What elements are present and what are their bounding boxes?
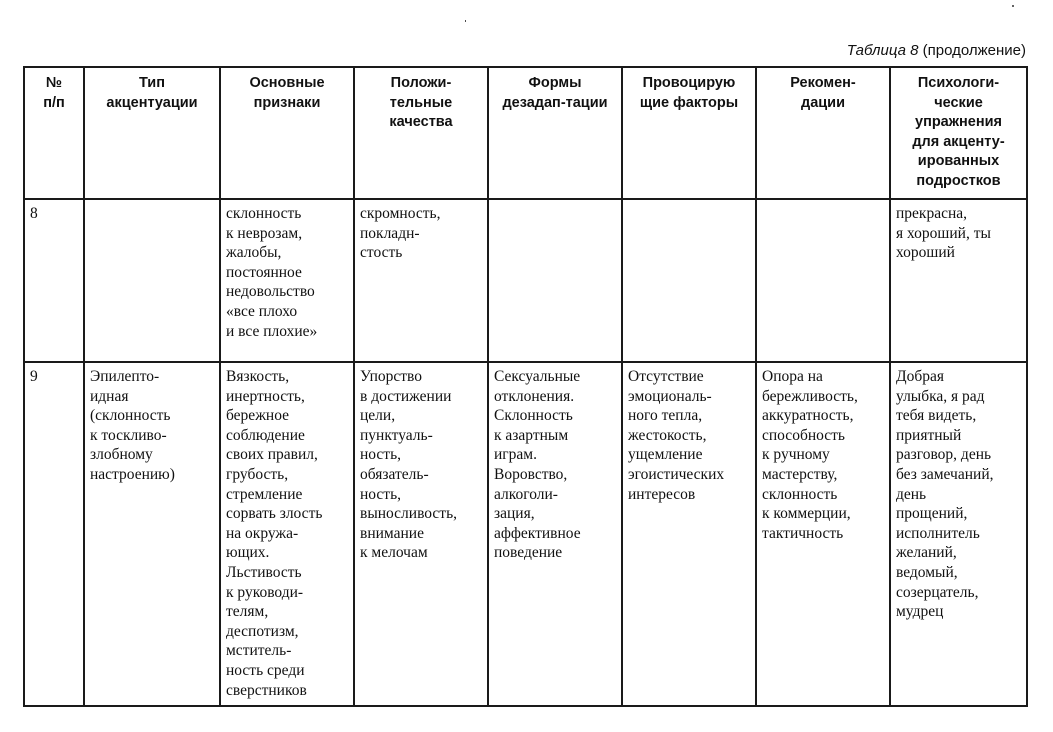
cell-line: без замечаний, [896, 465, 994, 483]
cell-number [24, 199, 84, 362]
cell-maladaptation-forms [488, 199, 622, 362]
cell-line: мастерству, [762, 465, 838, 483]
cell-line: я хороший, ты [896, 224, 991, 242]
cell-line: алкоголи- [494, 485, 558, 503]
cell-line: (склонность [90, 407, 171, 425]
cell-recommendations [756, 362, 890, 706]
header-positive-qualities [354, 67, 488, 199]
cell-line: тактичность [762, 524, 844, 542]
header-line: ческие [934, 94, 983, 111]
header-line: Психологи- [917, 75, 1000, 91]
header-line: дезадап-тации [502, 94, 608, 111]
cell-line: телям, [226, 603, 269, 621]
cell-line: сверстников [226, 681, 307, 699]
header-line: признаки [253, 94, 321, 111]
cell-line: способность [762, 426, 845, 444]
header-number [24, 67, 84, 199]
cell-line: день [896, 485, 927, 503]
header-line: щие факторы [639, 94, 739, 111]
cell-main-signs [220, 199, 354, 362]
cell-number [24, 362, 84, 706]
cell-line: Воровство, [494, 465, 568, 483]
table-caption-continuation: (продолжение) [922, 42, 1026, 59]
cell-line: 8 [30, 205, 38, 222]
cell-line: ного тепла, [628, 407, 703, 425]
cell-line: покладн- [360, 224, 420, 242]
cell-line: тебя видеть, [896, 407, 977, 425]
cell-line: Добрая [896, 368, 944, 385]
cell-line: к мелочам [360, 544, 428, 562]
cell-psych-exercises [890, 199, 1027, 362]
cell-line: ность, [360, 485, 402, 503]
cell-line: Сексуальные [494, 368, 581, 385]
cell-line: и все плохие» [226, 322, 318, 340]
header-line: подростков [916, 172, 1001, 189]
cell-line: стость [360, 244, 403, 262]
header-line: Положи- [390, 75, 452, 91]
cell-line: к коммерции, [762, 505, 851, 523]
header-line: для акценту- [912, 133, 1005, 150]
table-row [24, 199, 1027, 362]
cell-recommendations [756, 199, 890, 362]
cell-line: к тоскливо- [90, 426, 167, 444]
cell-line: Эпилепто- [90, 368, 160, 385]
cell-line: прекрасна, [896, 205, 968, 222]
cell-line: внимание [360, 524, 424, 542]
cell-line: к ручному [762, 446, 830, 464]
cell-line: Опора на [762, 368, 823, 385]
cell-line: недовольство [226, 283, 315, 301]
header-line: Провоцирую [642, 75, 736, 91]
cell-line: прощений, [896, 505, 968, 523]
cell-line: к неврозам, [226, 224, 303, 242]
cell-line: своих правил, [226, 446, 318, 464]
header-main-signs [220, 67, 354, 199]
cell-line: бережное [226, 407, 290, 425]
header-line: качества [389, 114, 453, 131]
accentuation-table [23, 66, 1028, 707]
cell-line: Упорство [360, 368, 423, 385]
cell-line: Вязкость, [226, 368, 290, 385]
cell-main-signs [220, 362, 354, 706]
cell-line: ющих. [226, 544, 270, 562]
cell-line: желаний, [896, 544, 957, 562]
cell-line: настроению) [90, 465, 175, 483]
header-line: Основные [249, 75, 325, 91]
header-maladaptation-forms [488, 67, 622, 199]
header-line: Формы [528, 75, 582, 91]
table-caption-number: Таблица 8 [846, 42, 919, 59]
cell-line: приятный [896, 426, 962, 444]
header-line: дации [800, 94, 845, 111]
cell-line: в достижении [360, 387, 452, 405]
cell-line: мудрец [896, 603, 944, 621]
cell-line: эмоциональ- [628, 387, 712, 405]
cell-line: аффективное [494, 524, 581, 542]
header-line: ированных [917, 153, 1000, 170]
cell-line: разговор, день [896, 446, 992, 464]
cell-line: отклонения. [494, 387, 575, 405]
header-line: № [45, 75, 63, 91]
header-line: Рекомен- [790, 75, 856, 91]
cell-line: стремление [226, 485, 303, 503]
cell-line: к руководи- [226, 583, 304, 601]
cell-line: ведомый, [896, 563, 958, 581]
cell-line: Отсутствие [628, 368, 704, 385]
header-psych-exercises [890, 67, 1027, 199]
table-caption [847, 42, 1026, 59]
cell-provoking-factors [622, 362, 756, 706]
cell-line: Льстивость [226, 563, 302, 581]
cell-line: жестокость, [628, 426, 707, 444]
cell-accentuation-type [84, 199, 220, 362]
cell-line: постоянное [226, 263, 302, 281]
cell-line: грубость, [226, 465, 289, 483]
header-accentuation-type [84, 67, 220, 199]
scan-speck [465, 20, 466, 22]
cell-line: 9 [30, 368, 38, 385]
cell-line: выносливость, [360, 505, 458, 523]
cell-line: соблюдение [226, 426, 305, 444]
cell-line: зация, [494, 505, 535, 523]
table-row [24, 362, 1027, 706]
cell-accentuation-type [84, 362, 220, 706]
cell-line: сорвать злость [226, 505, 323, 523]
cell-line: на окружа- [226, 524, 299, 542]
cell-positive-qualities [354, 199, 488, 362]
cell-line: исполнитель [896, 524, 980, 542]
cell-line: к азартным [494, 426, 569, 444]
cell-line: хороший [896, 244, 955, 262]
cell-line: ущемление [628, 446, 703, 464]
cell-line: играм. [494, 446, 537, 464]
cell-positive-qualities [354, 362, 488, 706]
cell-maladaptation-forms [488, 362, 622, 706]
cell-line: ность среди [226, 661, 305, 679]
header-recommendations [756, 67, 890, 199]
cell-line: злобному [90, 446, 153, 464]
cell-line: склонность [226, 205, 302, 222]
cell-line: «все плохо [226, 302, 298, 320]
cell-line: жалобы, [226, 244, 282, 262]
cell-line: бережливость, [762, 387, 858, 405]
cell-line: мститель- [226, 642, 292, 660]
scan-speck [1012, 5, 1014, 7]
header-line: Тип [139, 75, 165, 91]
cell-line: улыбка, я рад [896, 387, 985, 405]
cell-line: обязатель- [360, 465, 429, 483]
header-line: акцентуации [106, 94, 198, 111]
cell-line: ность, [360, 446, 402, 464]
cell-line: пунктуаль- [360, 426, 433, 444]
header-line: тельные [389, 94, 453, 111]
cell-line: склонность [762, 485, 838, 503]
cell-line: цели, [360, 407, 396, 425]
cell-line: аккуратность, [762, 407, 854, 425]
cell-psych-exercises [890, 362, 1027, 706]
cell-line: поведение [494, 544, 563, 562]
cell-provoking-factors [622, 199, 756, 362]
cell-line: созерцатель, [896, 583, 979, 601]
header-row [24, 67, 1027, 199]
header-provoking-factors [622, 67, 756, 199]
cell-line: эгоистических [628, 465, 725, 483]
header-line: упражнения [915, 114, 1002, 131]
cell-line: инертность, [226, 387, 305, 405]
header-line: п/п [43, 94, 65, 111]
cell-line: идная [90, 387, 129, 405]
cell-line: Склонность [494, 407, 573, 425]
cell-line: деспотизм, [226, 622, 299, 640]
cell-line: интересов [628, 485, 696, 503]
cell-line: скромность, [360, 205, 441, 222]
